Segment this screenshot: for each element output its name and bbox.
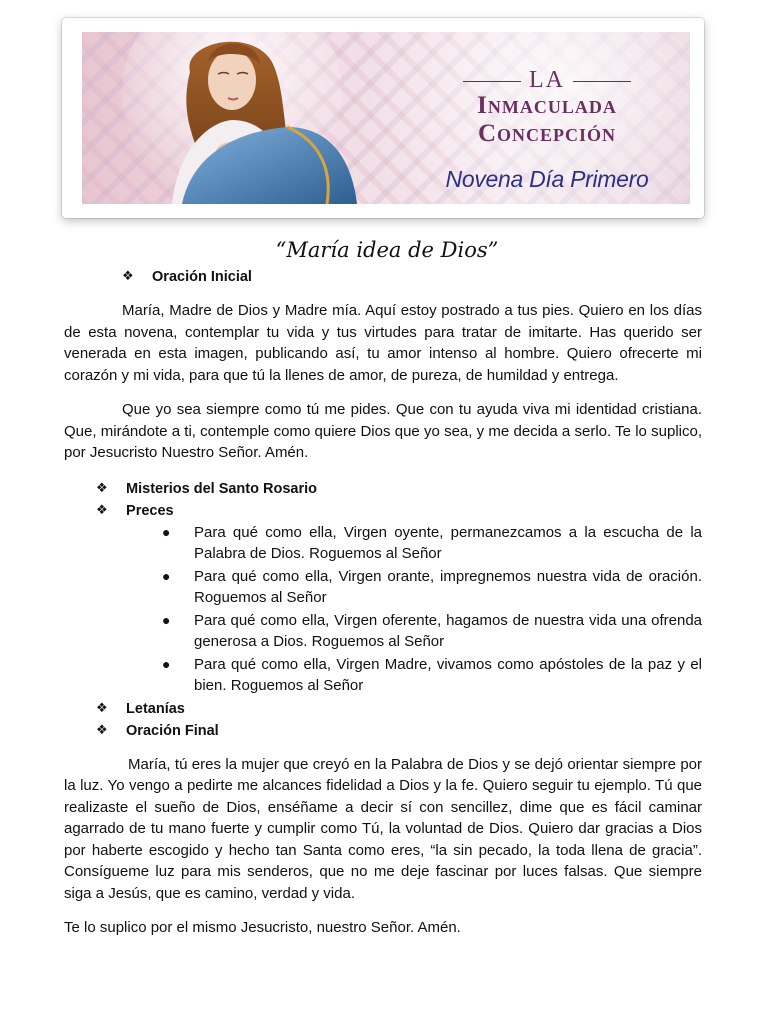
list-item: ● Para qué como ella, Virgen orante, impregnemos nuestra vida de oración. Roguemos al Señor — [162, 567, 702, 606]
paragraph: María, tú eres la mujer que creyó en la Palabra de Dios y se dejó orientar siempre por la luz. Yo vengo a pedirte me alcances fidelidad a Dios y la fe. Quiero seguir tu ejemplo. Tú que realizaste el sueño de Dios, enséñame a decir sí con sencillez, dime que es fácil caminar agarrado de tu mano fuerte y cumplir como Tú, la voluntad de Dios. Quiero dar gracias a Dios por haberte escogido y hecho tan Santa como eres, “la sin pecado, la toda llena de gracia”. Consígueme luz para mis senderos, que no me deje fascinar por luces falsas. Que siempre siga a Jesús, que es camino, verdad y vida. — [64, 755, 702, 902]
prayer-outline — [64, 478, 702, 742]
bullet-dot-icon: ● — [162, 611, 171, 628]
paragraph: Que yo sea siempre como tú me pides. Que con tu ayuda viva mi identidad cristiana. Que, mirándote a ti, contemple como quiere Dios que yo sea, y me decida a serlo. Te lo suplico, por Jesucristo Nuestro Señor. Amén. — [64, 401, 702, 461]
list-item: ● Para qué como ella, Virgen oyente, permanezcamos a la escucha de la Palabra de Dios. Roguemos al Señor — [162, 523, 702, 562]
banner-title-line2: Concepción — [477, 120, 617, 147]
diamond-bullet-icon — [96, 481, 110, 495]
heading-letanias: ❖ Letanías — [96, 698, 702, 720]
paragraph: María, Madre de Dios y Madre mía. Aquí estoy postrado a tus pies. Quiero en los días de esta novena, contemplar tu vida y tus virtudes para tratar de imitarte. Has querido ser venerada en esta imagen, publicando así, tu amor intenso al hombre. Quiero ofrecerte mi corazón y mi vida, para que tú la llenes de amor, de pureza, de humildad y entrega. — [64, 302, 702, 384]
bullet-dot-icon: ● — [162, 567, 171, 584]
banner-la: LA — [402, 68, 690, 92]
virgin-mary-image — [82, 32, 382, 204]
list-item: ● Para qué como ella, Virgen oferente, hagamos de nuestra vida una ofrenda generosa a Dios. Roguemos al Señor — [162, 611, 702, 650]
paragraph: Te lo suplico por el mismo Jesucristo, nuestro Señor. Amén. — [64, 919, 461, 936]
document-subtitle: “María idea de Dios” — [275, 238, 499, 262]
banner-title — [402, 68, 690, 193]
list-item: ● Para qué como ella, Virgen Madre, vivamos como apóstoles de la paz y el bien. Roguemos al Señor — [162, 655, 702, 694]
banner-subtitle: Novena Día Primero — [445, 166, 649, 192]
preces-list — [64, 522, 702, 697]
document-body — [64, 238, 702, 939]
heading-oracion-final: ❖ Oración Final — [96, 720, 702, 742]
diamond-bullet-icon — [96, 503, 110, 517]
heading-misterios: ❖ Misterios del Santo Rosario — [96, 478, 702, 500]
bullet-dot-icon: ● — [162, 655, 171, 672]
header-banner — [82, 32, 690, 204]
bullet-dot-icon: ● — [162, 523, 171, 540]
diamond-bullet-icon — [96, 701, 110, 715]
diamond-bullet-icon — [96, 723, 110, 737]
diamond-bullet-icon — [122, 269, 136, 283]
banner-title-line1: Inmaculada — [477, 92, 617, 119]
heading-preces: ❖ Preces — [96, 500, 702, 522]
heading-oracion-inicial: ❖ Oración Inicial — [122, 266, 702, 288]
